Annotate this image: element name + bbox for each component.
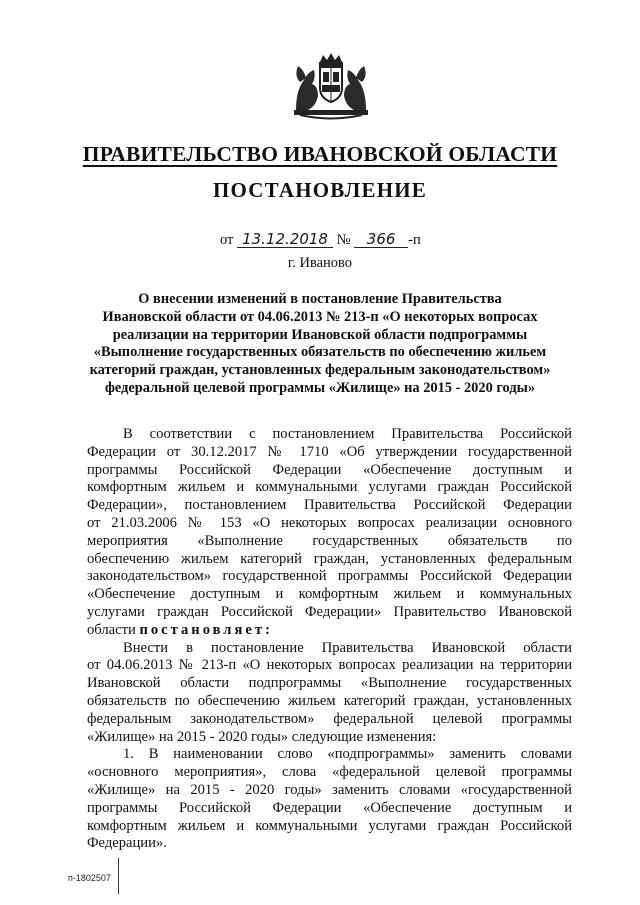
body-line: «основного мероприятия», слова «федеральной целевой программы: [87, 764, 572, 781]
document-type: ПОСТАНОВЛЕНИЕ: [212, 178, 428, 202]
title-line: реализации на территории Ивановской области подпрограммы: [112, 326, 528, 343]
resolves-word: постановляет:: [139, 621, 273, 638]
body-line: программы Российской Федерации «Обеспечение доступным и: [87, 799, 572, 816]
organization-name-text: ПРАВИТЕЛЬСТВО ИВАНОВСКОЙ ОБЛАСТИ: [82, 142, 558, 166]
coat-of-arms-icon: [290, 52, 372, 122]
body-line: Ивановской области подпрограммы «Выполнение государственных: [87, 675, 572, 692]
body-line: «Обеспечение доступным и комфортным жильем и коммунальных: [87, 586, 572, 603]
body-line-resolves: [87, 622, 572, 640]
date-number-line: [220, 231, 421, 249]
body-line: услугами граждан Российской Федерации» Правительство Ивановской: [87, 603, 572, 620]
body-line: Федерации от 30.12.2017 № 1710 «Об утверждении государственной: [87, 443, 572, 460]
margin-mark: [118, 858, 119, 894]
body-line: от 21.03.2006 № 153 «О некоторых вопросах реализации основного: [87, 514, 572, 531]
body-line: «Жилище» на 2015 - 2020 годы» следующие изменения:: [87, 728, 437, 745]
document-title: [60, 291, 580, 398]
handwritten-date: 13.12.2018: [237, 231, 333, 248]
date-prefix: от: [220, 232, 234, 248]
title-line: О внесении изменений в постановление Правительства: [138, 291, 502, 307]
body-line: законодательством» государственной программы Российской Федерации: [87, 568, 572, 585]
organization-name: [0, 142, 640, 167]
body-line: обязательств по обеспечению жильем категорий граждан, установленных: [87, 692, 572, 709]
body-line: от 04.06.2013 № 213-п «О некоторых вопросах реализации на территории: [87, 657, 572, 674]
preamble-paragraph: [87, 426, 572, 640]
body-line: «Жилище» на 2015 - 2020 годы» заменить словами «государственной: [87, 781, 572, 798]
body-line: комфортным жильем и коммунальными услугами граждан Российской: [87, 817, 572, 834]
body-line: Внести в постановление Правительства Ивановской области: [123, 639, 572, 656]
number-suffix: -п: [408, 232, 421, 248]
document-body: [87, 426, 572, 853]
item-1-paragraph: [87, 746, 572, 853]
body-line: 1. В наименовании слово «подпрограммы» заменить словами: [123, 746, 572, 763]
body-line: мероприятия «Выполнение государственных обязательств по: [87, 532, 572, 549]
title-line: «Выполнение государственных обязательств по обеспечению жильем: [93, 344, 547, 361]
amendment-paragraph: [87, 640, 572, 747]
footer-code: п-1802507: [68, 873, 111, 883]
handwritten-number: 366: [354, 231, 408, 248]
body-line: В соответствии с постановлением Правительства Российской: [123, 426, 572, 442]
body-line: программы Российской Федерации «Обеспечение доступным и: [87, 461, 572, 478]
body-line: Федерации».: [87, 835, 167, 852]
title-line: Ивановской области от 04.06.2013 № 213-п «О некоторых вопросах: [102, 308, 538, 325]
title-line: категорий граждан, установленных федеральным законодательством»: [89, 362, 551, 379]
city: г. Иваново: [287, 255, 353, 271]
number-prefix: №: [336, 232, 351, 248]
title-line: федеральной целевой программы «Жилище» на 2015 - 2020 годы»: [104, 379, 536, 396]
body-line: обеспечению жильем категорий граждан, установленных федеральным: [87, 550, 572, 567]
body-line: Федерации», постановлением Правительства Российской Федерации: [87, 497, 572, 514]
body-line: федеральным законодательством» федеральной целевой программы: [87, 710, 572, 727]
body-line: комфортным жильем и коммунальными услугами граждан Российской: [87, 479, 572, 496]
body-line-prefix: области: [87, 621, 136, 638]
